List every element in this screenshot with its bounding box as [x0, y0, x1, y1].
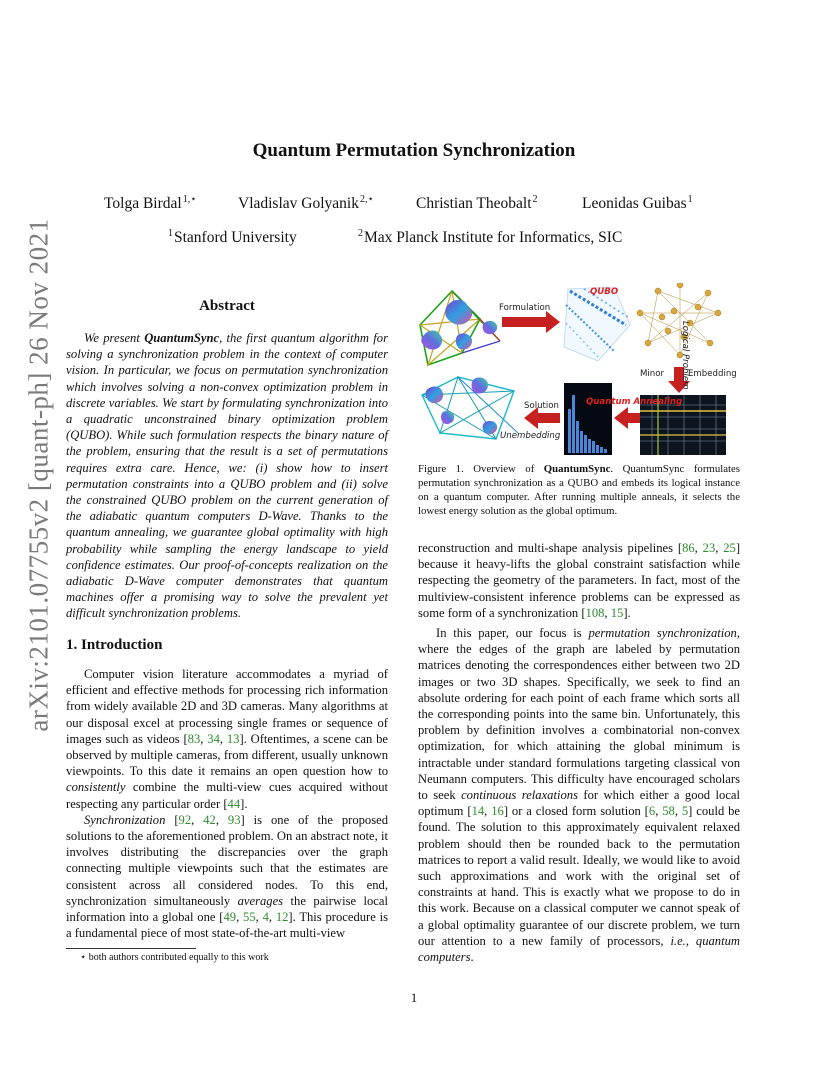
citation-link[interactable]: 93: [227, 812, 241, 827]
citation-link[interactable]: 86: [682, 541, 695, 555]
method-name: QuantumSync: [144, 331, 220, 345]
right-column-body: [418, 540, 740, 965]
citation-link[interactable]: 25: [723, 541, 736, 555]
author-2: Vladislav Golyanik$^{2,⋆}$: [238, 194, 374, 212]
citation-link[interactable]: 16: [491, 804, 504, 819]
label-embedding: Embedding: [688, 369, 737, 379]
citation-link[interactable]: 23: [702, 541, 716, 555]
affiliation-1: $^1$Stanford University: [168, 228, 297, 246]
figure-1-caption: Figure 1. Overview of QuantumSync. QuantumSync formulates permutation synchronization as a QUBO and embeds its logical instance on a quantum computer. After running multiple anneals, it selects the lowest energy solution as the global optimum.: [418, 463, 740, 517]
citation-link[interactable]: 4: [262, 910, 269, 925]
energy-histogram-icon: [564, 383, 612, 455]
citation-link[interactable]: 92: [178, 812, 192, 827]
footnote-rule: [66, 948, 196, 949]
citation-link[interactable]: 15: [610, 605, 624, 620]
label-minor: Minor: [640, 369, 665, 379]
intro-paragraph-1: Computer vision literature accommodates a myriad of efficient and effective methods for processing rich information from widely available 2D and 3D cameras. Many algorithms at our disposal excel at processing single frames or sequence of images such as videos [83, 34, 13]. Oftentimes, a scene can be observed by multiple cameras, from different, usually unknown viewpoints. To this date it remains an open question how to consistently combine the multi-view cues acquired without respecting any particular order [44].: [66, 667, 389, 811]
label-solution: Solution: [524, 401, 560, 411]
page-number: 1: [410, 990, 418, 1005]
citation-link[interactable]: 108: [585, 605, 605, 620]
right-paragraph-1: reconstruction and multi-shape analysis pipelines [86, 23, 25] because it heavy-lifts the global constraint satisfaction while respecting the geometry of the parameters. In fact, most of the multiview-consistent inference problems can be expressed as some form of a synchronization [108, 15].: [418, 541, 741, 620]
citation-link[interactable]: 5: [681, 804, 689, 819]
arrow-formulation: [502, 311, 560, 333]
qubo-matrix-icon: [564, 287, 630, 361]
arxiv-identifier: [14, 218, 64, 732]
label-formulation: Formulation: [499, 303, 551, 313]
label-logical-problem: Logical Problem: [680, 321, 690, 390]
citation-link[interactable]: 14: [471, 804, 485, 819]
footnote: ⋆ both authors contributed equally to this work: [80, 952, 269, 963]
section-heading-introduction: 1. Introduction: [66, 637, 163, 653]
affiliation-2: $^2$Max Planck Institute for Informatics, SIC: [358, 228, 623, 246]
synchronized-graph-icon: [422, 377, 518, 439]
paper-title: Quantum Permutation Synchronization: [252, 140, 576, 161]
citation-link[interactable]: 55: [243, 910, 256, 925]
figure-1-overview: [418, 283, 740, 455]
author-3: Christian Theobalt$^2$: [416, 194, 538, 212]
citation-link[interactable]: 58: [662, 804, 675, 819]
abstract-body: We present QuantumSync, the first quantum algorithm for solving a synchronization problem in the context of computer vision. In particular, we focus on permutation synchronization which involves solving a non-convex optimization problem in discrete variables. We start by formulating synchronization into a quadratic unconstrained binary optimization problem (QUBO). While such formulation respects the binary nature of the problem, ensuring that the result is a set of permutations requires extra care. Hence, we: (i) show how to insert permutation constraints into a QUBO problem and (ii) solve the constrained QUBO problem on the current generation of the adiabatic quantum computers D-Wave. Thanks to the quantum annealing, we guarantee global optimality with high probability while sampling the energy landscape to yield confidence estimates. Our proof-of-concepts realization on the adiabatic D-Wave computer demonstrates that quantum machines offer a promising way to solve the prevalent yet difficult synchronization problems.: [66, 331, 389, 621]
author-list: [0, 194, 828, 218]
intro-paragraph-2: Synchronization [92, 42, 93] is one of the proposed solutions to the aforementioned problem. On an abstract note, it involves distributing the discrepancies over the graph connecting multiple viewpoints such that the estimates are consistent across all considered nodes. To this end, synchronization simultaneously averages the pairwise local information into a global one [49, 55, 4, 12]. This procedure is a fundamental piece of most state-of-the-art multi-view: [66, 812, 389, 941]
citation-link[interactable]: 6: [648, 804, 656, 819]
label-qubo: QUBO: [590, 287, 619, 297]
author-4: Leonidas Guibas$^1$: [582, 194, 693, 212]
introduction-body: [66, 666, 388, 941]
citation-link[interactable]: 44: [227, 796, 241, 811]
citation-link[interactable]: 12: [275, 910, 289, 925]
arxiv-identifier-text: arXiv:2101.07755v2 [quant-ph] 26 Nov 2021: [23, 218, 54, 732]
citation-link[interactable]: 13: [226, 731, 240, 746]
label-quantum-annealing: Quantum Annealing: [586, 397, 683, 407]
right-paragraph-2: In this paper, our focus is permutation synchronization, where the edges of the graph are labeled by permutation matrices denoting the correspondences either between two 2D images or two 3D shapes. Specifically, we seek to find an absolute ordering for each point of each frame which sorts all the corresponding points into the same bin. Unfortunately, this problem by definition involves a combinatorial non-convex optimization, for which attaining the global minimum is intractable under standard formulations targeting classical von Neumann computers. This difficulty have encouraged scholars to seek continuous relaxations for which either a good local optimum [14, 16] or a closed form solution [6, 58, 5] could be found. The solution to this approximately equivalent relaxed problem should then be rounded back to the permutation matrices to report a valid result. Ideally, we would like to avoid such approximations and work with the original set of constraints at hand. This is exactly what we propose to do in this work. Because on a classical computer we cannot speak of a global optimality guarantee of our discrete problem, we turn our attention to a new family of processors, i.e., quantum computers.: [418, 626, 741, 965]
citation-link[interactable]: 34: [207, 731, 220, 746]
arrow-quantum-annealing: [614, 407, 640, 429]
logical-problem-graph-icon: [637, 283, 721, 358]
author-1: Tolga Birdal$^{1,⋆}$: [104, 194, 197, 212]
citation-link[interactable]: 83: [187, 731, 201, 746]
label-unembedding: Unembedding: [500, 431, 561, 441]
abstract-heading: Abstract: [199, 298, 255, 314]
citation-link[interactable]: 49: [223, 910, 237, 925]
input-graph-icon: [420, 291, 500, 365]
citation-link[interactable]: 42: [203, 812, 216, 827]
